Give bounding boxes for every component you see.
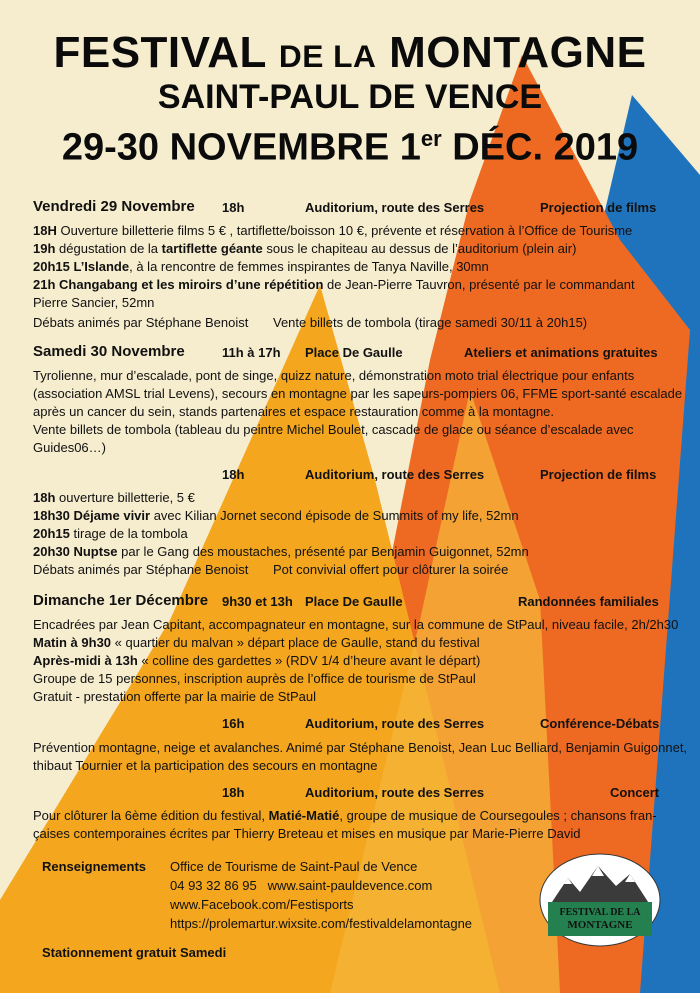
friday-place: Auditorium, route des Serres <box>305 200 485 215</box>
sunday-line-5: Gratuit - prestation offerte par la mairie de StPaul <box>33 689 317 704</box>
friday-time: 18h <box>222 200 245 215</box>
saturday-film-1: 18h ouverture billetterie, 5 € <box>33 490 195 505</box>
info-website-link[interactable]: www.saint-pauldevence.com <box>267 878 433 893</box>
sunday-concert-1: Pour clôturer la 6ème édition du festival, Matié-Matié, groupe de musique de Coursegoules ; chansons fran- <box>33 808 657 823</box>
saturday-line-4: Vente billets de tombola (tableau du peintre Michel Boulet, cascade de glace ou séance d’escalade avec <box>33 422 634 437</box>
info-phone-web <box>170 876 432 895</box>
parking-note: Stationnement gratuit Samedi <box>42 945 227 960</box>
saturday-line-5: Guides06…) <box>33 440 106 455</box>
saturday-film-3: 20h15 tirage de la tombola <box>33 526 188 541</box>
info-site-link[interactable]: https://prolemartur.wixsite.com/festivaldelamontagne <box>170 916 473 931</box>
friday-line-2: 19h dégustation de la tartiflette géante sous le chapiteau au dessus de l’auditorium (plein air) <box>33 241 577 256</box>
friday-line-1: 18H Ouverture billetterie films 5 € , tartiflette/boisson 10 €, prévente et réservation à l’Office de Tourisme <box>33 223 633 238</box>
sunday-line-1: Encadrées par Jean Capitant, accompagnateur en montagne, sur la commune de StPaul, niveau facile, 2h/2h30 <box>33 617 679 632</box>
sunday-line-2: Matin à 9h30 « quartier du malvan » départ place de Gaulle, stand du festival <box>33 635 480 650</box>
info-facebook-link[interactable]: www.Facebook.com/Festisports <box>170 897 354 912</box>
info-phone: 04 93 32 86 95 <box>170 878 257 893</box>
festival-dates: 29-30 NOVEMBRE 1er DÉC. 2019 <box>61 126 639 169</box>
saturday-line-3: après un cancer du sein, stands partenaires et espace restauration comme à la montagne. <box>33 404 555 419</box>
sunday-line-3: Après-midi à 13h « colline des gardettes » (RDV 1/4 d’heure avant le départ) <box>33 653 481 668</box>
saturday-place-2: Auditorium, route des Serres <box>305 467 485 482</box>
sunday-conf-1: Prévention montagne, neige et avalanches. Animé par Stéphane Benoist, Jean Luc Belliard, Benjamin Guigonnet, <box>33 740 688 755</box>
friday-type: Projection de films <box>540 200 657 215</box>
saturday-day: Samedi 30 Novembre <box>33 343 185 360</box>
saturday-type-2: Projection de films <box>540 467 657 482</box>
logo-text-1: FESTIVAL DE LA <box>559 907 641 918</box>
saturday-line-1: Tyrolienne, mur d’escalade, pont de singe, quizz nature, démonstration moto trial électrique pour enfants <box>33 368 635 383</box>
sunday-concert-2: çaises contemporaines écrites par Thierry Breteau et mises en musique par Marie-Pierre David <box>33 826 581 841</box>
logo-mountain-icon <box>538 852 662 952</box>
festival-logo <box>538 852 662 952</box>
festival-location: SAINT-PAUL DE VENCE <box>157 78 543 116</box>
sunday-line-4: Groupe de 15 personnes, inscription auprès de l’office de tourisme de StPaul <box>33 671 476 686</box>
sunday-place: Place De Gaulle <box>305 594 403 609</box>
saturday-debate: Débats animés par Stéphane Benoist <box>33 562 249 577</box>
saturday-film-4: 20h30 Nuptse par le Gang des moustaches, présenté par Benjamin Guigonnet, 52mn <box>33 544 529 559</box>
sunday-time-3: 18h <box>222 785 245 800</box>
info-office: Office de Tourisme de Saint-Paul de Vence <box>170 859 418 874</box>
saturday-line-2: (association AMSL trial Levens), secours en montagne par les sapeurs-pompiers 06, FFME sport-santé escalade <box>33 386 683 401</box>
friday-tombola: Vente billets de tombola (tirage samedi 30/11 à 20h15) <box>273 315 588 330</box>
saturday-type: Ateliers et animations gratuites <box>464 345 658 360</box>
saturday-time-2: 18h <box>222 467 245 482</box>
saturday-film-2: 18h30 Déjame vivir avec Kilian Jornet second épisode de Summits of my life, 52mn <box>33 508 519 523</box>
sunday-type-3: Concert <box>610 785 660 800</box>
sunday-place-2: Auditorium, route des Serres <box>305 716 485 731</box>
sunday-type: Randonnées familiales <box>518 594 659 609</box>
logo-text-2: MONTAGNE <box>567 919 633 931</box>
sunday-day: Dimanche 1er Décembre <box>33 592 209 609</box>
sunday-conf-2: thibaut Tournier et la participation des secours en montagne <box>33 758 378 773</box>
saturday-place: Place De Gaulle <box>305 345 403 360</box>
friday-debate: Débats animés par Stéphane Benoist <box>33 315 249 330</box>
friday-line-3: 20h15 L’Islande, à la rencontre de femmes inspirantes de Tanya Naville, 30mn <box>33 259 489 274</box>
sunday-time-2: 16h <box>222 716 245 731</box>
saturday-pot: Pot convivial offert pour clôturer la soirée <box>273 562 509 577</box>
sunday-place-3: Auditorium, route des Serres <box>305 785 485 800</box>
festival-title: FESTIVAL DE LA MONTAGNE <box>53 28 647 77</box>
sunday-type-2: Conférence-Débats <box>540 716 660 731</box>
friday-line-5: Pierre Sancier, 52mn <box>33 295 155 310</box>
friday-line-4: 21h Changabang et les miroirs d’une répétition de Jean-Pierre Tauvron, présenté par le commandant <box>33 277 635 292</box>
saturday-time: 11h à 17h <box>222 345 281 360</box>
friday-day: Vendredi 29 Novembre <box>33 198 195 215</box>
info-label: Renseignements <box>42 859 147 874</box>
sunday-time: 9h30 et 13h <box>222 594 293 609</box>
